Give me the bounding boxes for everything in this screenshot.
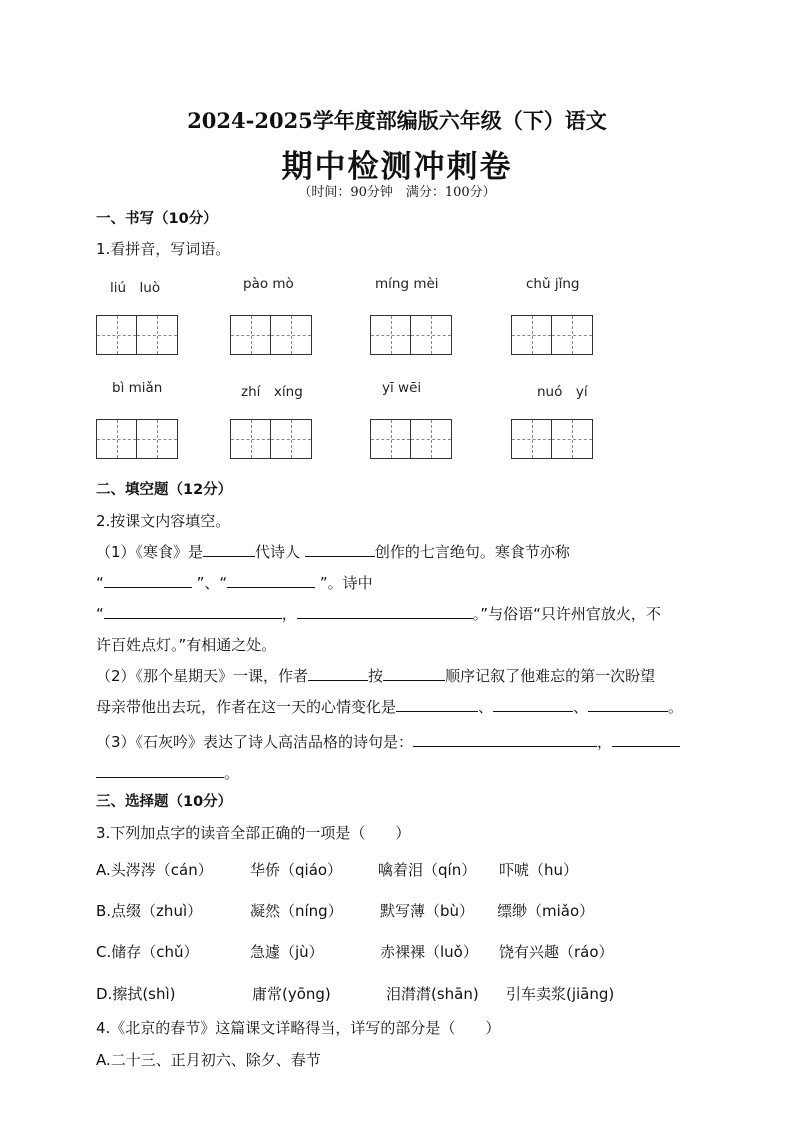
q2-line1-text-a: （1）《寒食》是 xyxy=(96,543,204,561)
section1-heading: 一、书写（10分） xyxy=(96,211,218,227)
q2-line1 xyxy=(96,541,570,562)
q4-option-a[interactable]: A.二十三、正月初六、除夕、春节 xyxy=(96,1051,321,1069)
exam-title-line2: 期中检测冲刺卷 xyxy=(281,149,513,185)
pinyin-6: zhí xíng xyxy=(241,384,303,400)
q1-prompt: 1.看拼音，写词语。 xyxy=(96,240,231,258)
q2-line5-text-a: （2）《那个星期天》一课，作者 xyxy=(96,667,309,685)
blank-poem2a[interactable] xyxy=(612,732,680,747)
q2-line6-text-b: 、 xyxy=(478,698,494,716)
q2-line6-text-a: 母亲带他出去玩，作者在这一天的心情变化是 xyxy=(96,698,397,716)
q3-option-a-1[interactable]: A.头涔涔（cán） xyxy=(96,861,213,879)
q2-line2-text-a: “ xyxy=(96,574,104,592)
blank-author[interactable] xyxy=(308,666,368,681)
q4-prompt: 4.《北京的春节》这篇课文详略得当，详写的部分是（ ） xyxy=(96,1019,501,1037)
q3-option-a-4: 吓唬（hu） xyxy=(499,861,579,879)
blank-poem1[interactable] xyxy=(413,732,597,747)
q2-line1-text-b: 代诗人 xyxy=(255,543,301,561)
blank-order[interactable] xyxy=(383,666,445,681)
pinyin-3: míng mèi xyxy=(375,276,439,292)
q3-option-a-2: 华侨（qiáo） xyxy=(250,861,343,879)
section3-heading: 三、选择题（10分） xyxy=(96,794,233,810)
pinyin-7: yī wēi xyxy=(382,380,422,396)
q3-option-b-2: 凝然（níng） xyxy=(250,902,343,920)
q2-line2 xyxy=(96,572,373,593)
q3-option-d-1[interactable]: D.擦拭(shì) xyxy=(96,985,176,1003)
blank-mood3[interactable] xyxy=(588,697,668,712)
q3-option-c-2: 急遽（jù） xyxy=(250,943,324,961)
pinyin-2: pào mò xyxy=(243,276,294,292)
blank-mood1[interactable] xyxy=(396,697,478,712)
blank-alias2[interactable] xyxy=(227,573,315,588)
writing-grid-5[interactable] xyxy=(96,419,178,459)
writing-grid-2[interactable] xyxy=(230,315,312,355)
q3-option-a-3: 噙着泪（qín） xyxy=(378,861,477,879)
q2-line3 xyxy=(96,603,661,624)
q3-option-d-3: 泪潸潸(shān) xyxy=(386,985,479,1003)
pinyin-1: liú luò xyxy=(110,280,161,296)
q3-prompt: 3.下列加点字的读音全部正确的一项是（ ） xyxy=(96,824,411,842)
q2-line7-text-b: ， xyxy=(597,733,613,751)
q2-line8 xyxy=(96,762,239,783)
blank-poet[interactable] xyxy=(305,542,375,557)
writing-grid-8[interactable] xyxy=(511,419,593,459)
q2-line6-text-d: 。 xyxy=(668,698,684,716)
exam-subtitle: （时间：90分钟 满分：100分） xyxy=(298,185,496,200)
q2-line1-text-c: 创作的七言绝句。寒食节亦称 xyxy=(374,543,570,561)
writing-grid-6[interactable] xyxy=(230,419,312,459)
q2-line8-text-end: 。 xyxy=(224,764,240,782)
q2-line5 xyxy=(96,665,655,686)
blank-verse2[interactable] xyxy=(297,604,473,619)
q2-line3-text-c: 。”与俗语“只许州官放火，不 xyxy=(472,605,661,623)
q3-option-b-1[interactable]: B.点缀（zhuì） xyxy=(96,902,203,920)
exam-title-line1: 2024-2025学年度部编版六年级（下）语文 xyxy=(187,108,607,133)
writing-grid-1[interactable] xyxy=(96,315,178,355)
q3-option-b-4: 缥缈（miǎo） xyxy=(497,902,595,920)
blank-verse1[interactable] xyxy=(104,604,282,619)
q2-line2-text-b: ”、“ xyxy=(196,574,228,592)
q3-option-c-3: 赤裸裸（luǒ） xyxy=(380,943,478,961)
writing-grid-7[interactable] xyxy=(370,419,452,459)
pinyin-4: chǔ jǐng xyxy=(526,276,580,292)
writing-grid-4[interactable] xyxy=(511,315,593,355)
q2-line6-text-c: 、 xyxy=(573,698,589,716)
q2-line4: 许百姓点灯。”有相通之处。 xyxy=(96,636,277,654)
writing-grid-3[interactable] xyxy=(370,315,452,355)
q3-option-d-4: 引车卖浆(jiāng) xyxy=(506,985,615,1003)
blank-dynasty[interactable] xyxy=(203,542,255,557)
q2-line3-text-a: “ xyxy=(96,605,104,623)
q2-line6 xyxy=(96,696,683,717)
q2-line7 xyxy=(96,731,680,752)
q2-line7-text-a: （3）《石灰吟》表达了诗人高洁品格的诗句是： xyxy=(96,733,414,751)
blank-poem2b[interactable] xyxy=(96,763,224,778)
q2-line5-text-c: 顺序记叙了他难忘的第一次盼望 xyxy=(445,667,656,685)
blank-mood2[interactable] xyxy=(493,697,573,712)
q3-option-c-1[interactable]: C.储存（chǔ） xyxy=(96,943,199,961)
q3-option-c-4: 饶有兴趣（ráo） xyxy=(499,943,614,961)
blank-alias1[interactable] xyxy=(104,573,192,588)
q2-line5-text-b: 按 xyxy=(368,667,384,685)
q3-option-b-3: 默写薄（bù） xyxy=(380,902,475,920)
q2-prompt: 2.按课文内容填空。 xyxy=(96,512,231,530)
q3-option-d-2: 庸常(yōng) xyxy=(252,985,331,1003)
pinyin-5: bì miǎn xyxy=(112,380,163,396)
section2-heading: 二、填空题（12分） xyxy=(96,482,233,498)
q2-line3-text-b: ， xyxy=(281,605,297,623)
pinyin-8: nuó yí xyxy=(537,384,588,400)
q2-line2-text-c: ”。诗中 xyxy=(319,574,373,592)
